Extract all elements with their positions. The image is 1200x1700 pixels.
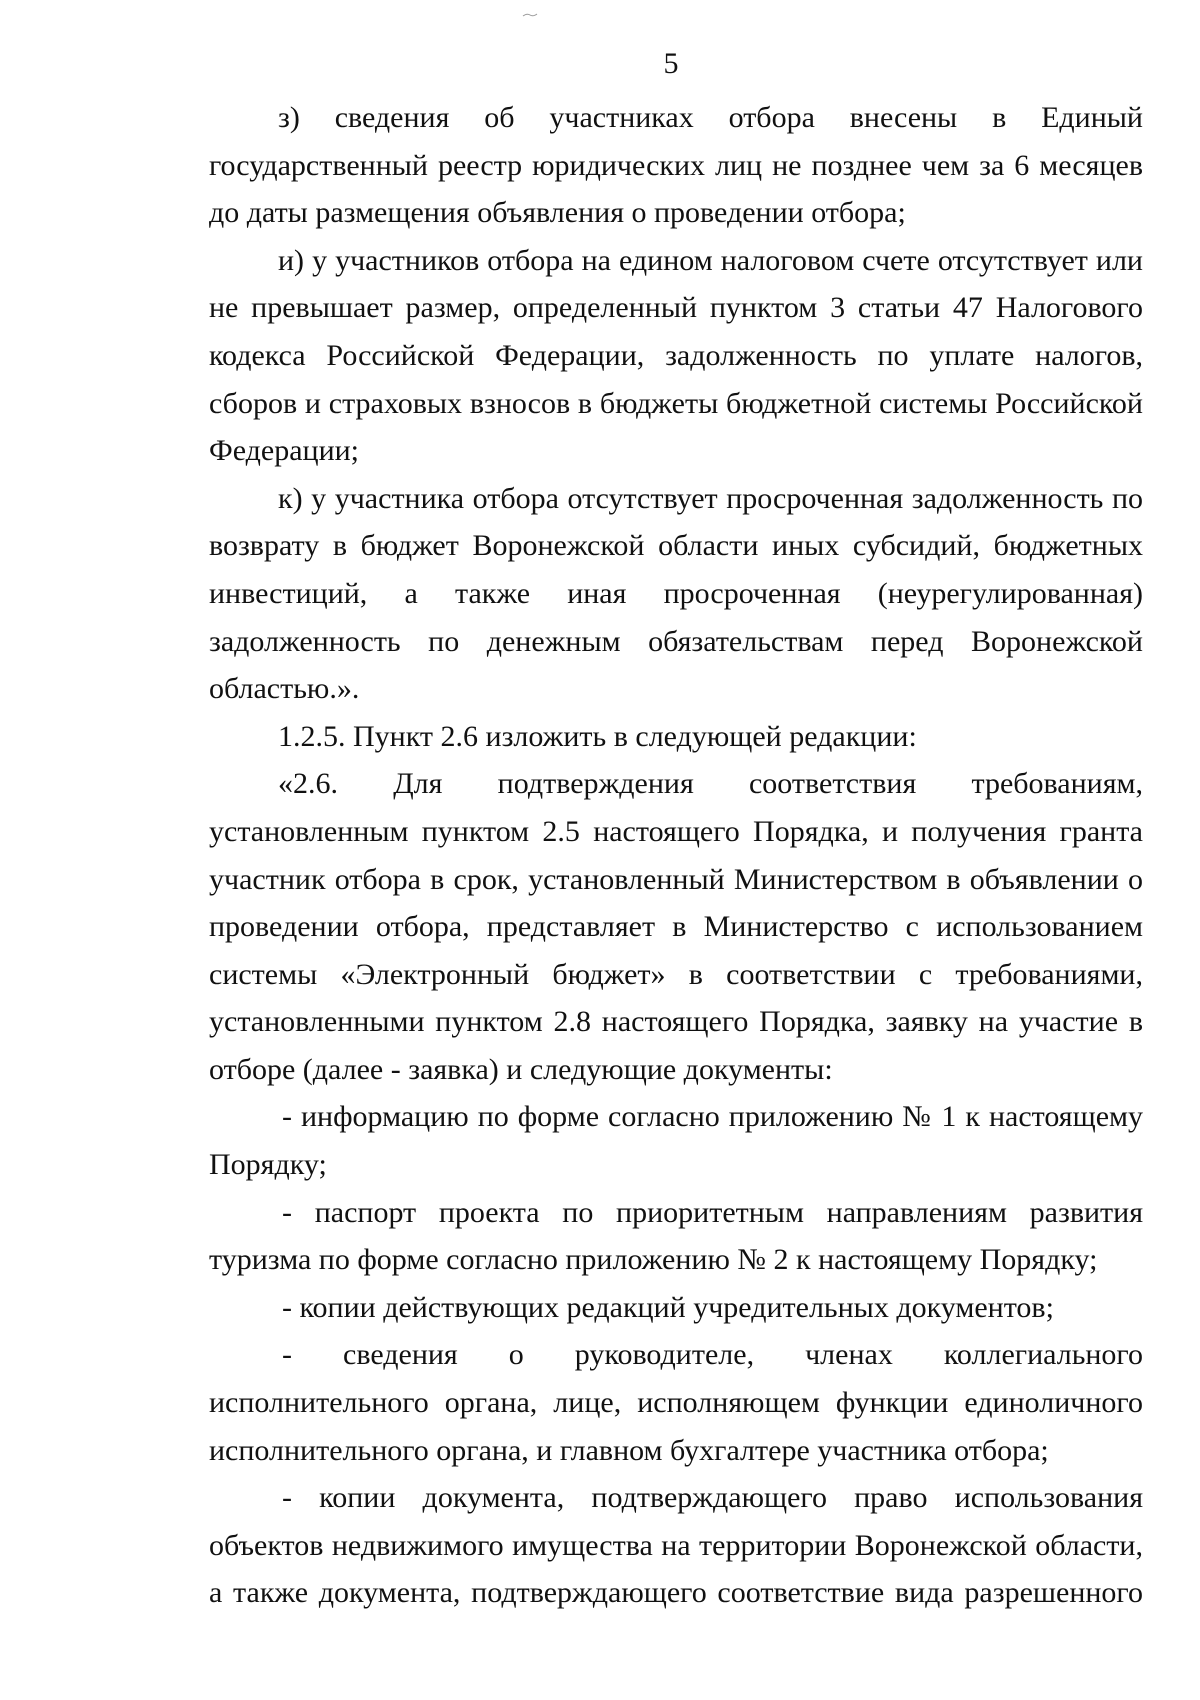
paragraph-2-6: «2.6. Для подтверждения соответствия требованиям, установленным пунктом 2.5 настоящего Порядка, и получения гранта участник отбора в срок, установленный Министерством в объявлении о проведении отбора, представляет в Министерство с использованием системы «Электронный бюджет» в соответствии с требованиями, установленными пунктом 2.8 настоящего Порядка, заявку на участие в отборе (далее - заявка) и следующие документы: (209, 767, 1143, 1086)
list-item-property-documents: - копии документа, подтверждающего право использования объектов недвижимого имущества на территории Воронежской области, а также документа, подтверждающего соответствие вида разрешенного (209, 1481, 1143, 1610)
list-item-founding-documents: - копии действующих редакций учредительных документов; (282, 1290, 1054, 1324)
document-body (209, 94, 1143, 1617)
list-item-management-info: - сведения о руководителе, членах коллегиального исполнительного органа, лице, исполняющем функции единоличного исполнительного органа, и главном бухгалтере участника отбора; (209, 1338, 1143, 1467)
list-item-information: - информацию по форме согласно приложению № 1 к настоящему Порядку; (209, 1100, 1143, 1182)
paragraph-1-2-5: 1.2.5. Пункт 2.6 изложить в следующей редакции: (278, 719, 917, 753)
page-number: 5 (663, 47, 679, 80)
paragraph-k: к) у участника отбора отсутствует просроченная задолженность по возврату в бюджет Воронежской области иных субсидий, бюджетных инвестиций, а также иная просроченная (неурегулированная) задолженность по денежным обязательствам перед Воронежской областью.». (209, 481, 1143, 706)
paragraph-i: и) у участников отбора на едином налоговом счете отсутствует или не превышает размер, определенный пунктом 3 статьи 47 Налогового кодекса Российской Федерации, задолженность по уплате налогов, сборов и страховых взносов в бюджеты бюджетной системы Российской Федерации; (209, 243, 1143, 468)
list-item-project-passport: - паспорт проекта по приоритетным направлениям развития туризма по форме согласно приложению № 2 к настоящему Порядку; (209, 1195, 1143, 1277)
scan-speck-mark (522, 12, 538, 18)
paragraph-z: з) сведения об участниках отбора внесены в Единый государственный реестр юридических лиц не позднее чем за 6 месяцев до даты размещения объявления о проведении отбора; (209, 101, 1143, 230)
